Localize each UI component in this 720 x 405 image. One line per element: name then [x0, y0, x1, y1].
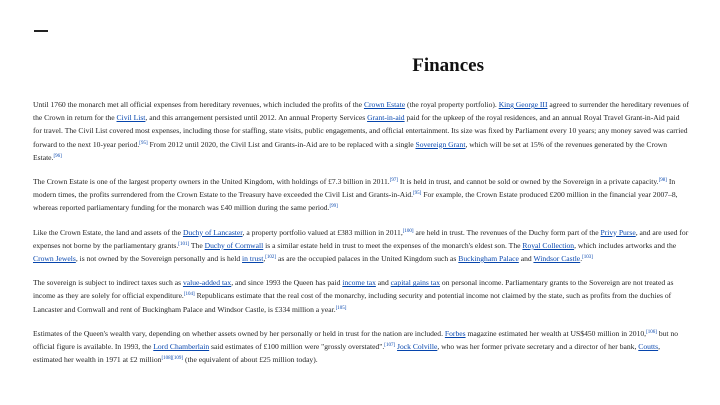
paragraph-text: , estimated her wealth in 1971 at £2 million [33, 342, 661, 365]
article-link[interactable]: Duchy of Lancaster [182, 227, 243, 237]
citation-ref[interactable]: [96] [53, 153, 62, 159]
paragraph-text: . [580, 254, 583, 264]
citation-ref[interactable]: [105] [335, 305, 347, 311]
paragraph [33, 226, 689, 266]
paragraph-text: Republicans estimate that the real cost of the monarchy, including security and potential income not claimed by the state, such as profits from the duchies of Lancaster and Cornwall and rent of Buckingham Palace and Windsor Castle, is £334 million a year. [33, 291, 672, 314]
article-link[interactable]: Royal Collection [522, 240, 575, 250]
article-link[interactable]: capital gains tax [390, 278, 440, 288]
article-link[interactable]: Privy Purse [600, 227, 636, 237]
paragraph [33, 276, 689, 316]
paragraph [33, 175, 689, 215]
citation-ref[interactable]: [95] [139, 140, 148, 146]
paragraph-text: (the royal property portfolio). [405, 100, 499, 109]
paragraph-text: , and since 1993 the Queen has paid [231, 278, 343, 288]
paragraph-text: Until 1760 the monarch met all official expenses from hereditary revenues, which included the profits of the [33, 100, 364, 109]
article-link[interactable]: Forbes [444, 328, 466, 338]
paragraph-text: The Crown Estate is one of the largest property owners in the United Kingdom, with holdings of £7.3 billion in 2011. [33, 177, 390, 187]
paragraph-text: Estimates of the Queen's wealth vary, depending on whether assets owned by her personally or held in trust for the nation are included. [33, 328, 445, 338]
paragraph-text: , a property portfolio valued at £383 million in 2011, [242, 227, 403, 237]
paragraph-text: The [189, 240, 205, 250]
slide-dash [34, 30, 48, 32]
paragraph [33, 98, 689, 164]
article-link[interactable]: Civil List [116, 113, 146, 123]
citation-ref[interactable]: [101] [178, 241, 190, 247]
citation-ref[interactable]: [103] [582, 255, 593, 261]
paragraph-text: , and are used for expenses not borne by the parliamentary grants. [33, 227, 689, 250]
article-link[interactable]: Grant-in-aid [367, 113, 405, 123]
article-link[interactable]: Coutts [638, 342, 659, 352]
paragraph-text: The sovereign is subject to indirect taxes such as [33, 278, 183, 288]
article-link[interactable]: Crown Jewels [33, 254, 76, 264]
article-link[interactable]: Lord Chamberlain [153, 342, 210, 352]
paragraph-text: agreed to surrender the hereditary revenues of the Crown in return for the [33, 100, 689, 123]
article-link[interactable]: Crown Estate [363, 100, 406, 109]
page-title: Finances [412, 55, 484, 76]
citation-ref[interactable]: [95] [413, 191, 422, 197]
paragraph-text: For example, the Crown Estate produced £200 million in the financial year 2007–8, whereas reported parliamentary funding for the monarch was £40 million during the same period. [33, 190, 678, 213]
article-link[interactable]: Windsor Castle [533, 254, 581, 264]
paragraph-text: , which will be set at 15% of the revenues generated by the Crown Estate. [33, 139, 668, 162]
paragraph-text: , [263, 254, 266, 264]
article-link[interactable]: King George III [498, 100, 548, 109]
citation-ref[interactable]: [100] [402, 228, 414, 234]
citation-ref[interactable]: [104] [183, 292, 195, 298]
paragraph-text: , who was her former private secretary and a director of her bank, [437, 342, 639, 352]
citation-ref[interactable]: [102] [265, 255, 277, 261]
citation-ref[interactable]: [97] [389, 178, 398, 184]
paragraph [33, 327, 689, 367]
paragraph-text: and [518, 254, 534, 264]
article-link[interactable]: Jock Colville [397, 342, 438, 352]
article-link[interactable]: Buckingham Palace [458, 254, 519, 264]
citation-ref[interactable]: [98] [658, 178, 667, 184]
paragraph-text: (the equivalent of about £25 million today). [183, 355, 318, 365]
paragraph-text: From 2012 until 2020, the Civil List and Grants-in-Aid are to be replaced with a single [147, 139, 416, 149]
citation-ref[interactable]: [107] [384, 343, 396, 349]
paragraph-text: paid for the upkeep of the royal residences, and an annual Royal Travel Grant-in-Aid paid for travel. The Civil List covered most expenses, including those for staffing, state visits, public engagements, and official entertainment. Its size was fixed by Parliament every 10 years; any money saved was carried forward to the next 10-year period. [33, 113, 688, 149]
article-link[interactable]: Duchy of Cornwall [204, 240, 264, 250]
paragraph-text: are held in trust. The revenues of the Duchy form part of the [413, 227, 601, 237]
paragraph-text: magazine estimated her wealth at US$450 million in 2010, [465, 328, 647, 338]
paragraph-text: as are the occupied palaces in the United Kingdom such as [276, 254, 459, 264]
paragraph-text: In modern times, the profits surrendered from the Crown Estate to the Treasury have exceeded the Civil List and Grants-in-Aid. [33, 177, 676, 200]
citation-ref[interactable]: [108][109] [161, 356, 184, 362]
article-link[interactable]: income tax [342, 278, 376, 288]
paragraph-text: but no official figure is available. In 1993, the [33, 328, 679, 352]
article-link[interactable]: value-added tax [182, 278, 232, 288]
article-link[interactable]: in trust [242, 254, 264, 264]
paragraph-text: It is held in trust, and cannot be sold or owned by the Sovereign in a private capacity. [398, 177, 659, 187]
article-body [33, 98, 689, 377]
paragraph-text: said estimates of £100 million were "grossly overstated". [209, 342, 385, 352]
paragraph-text: , is not owned by the Sovereign personally and is held [75, 254, 243, 264]
paragraph-text: on personal income. Parliamentary grants to the Sovereign are not treated as income as they are solely for official expenditure. [33, 278, 674, 301]
paragraph-text: , and this arrangement persisted until 2012. An annual Property Services [145, 113, 368, 123]
paragraph-text: Like the Crown Estate, the land and assets of the [33, 227, 183, 237]
paragraph-text: , which includes artworks and the [574, 240, 677, 250]
citation-ref[interactable]: [106] [646, 329, 657, 335]
article-link[interactable]: Sovereign Grant [415, 139, 466, 149]
paragraph-text: is a similar estate held in trust to meet the expenses of the monarch's eldest son. The [263, 240, 523, 250]
citation-ref[interactable]: [99] [329, 204, 338, 210]
paragraph-text: and [375, 278, 391, 288]
